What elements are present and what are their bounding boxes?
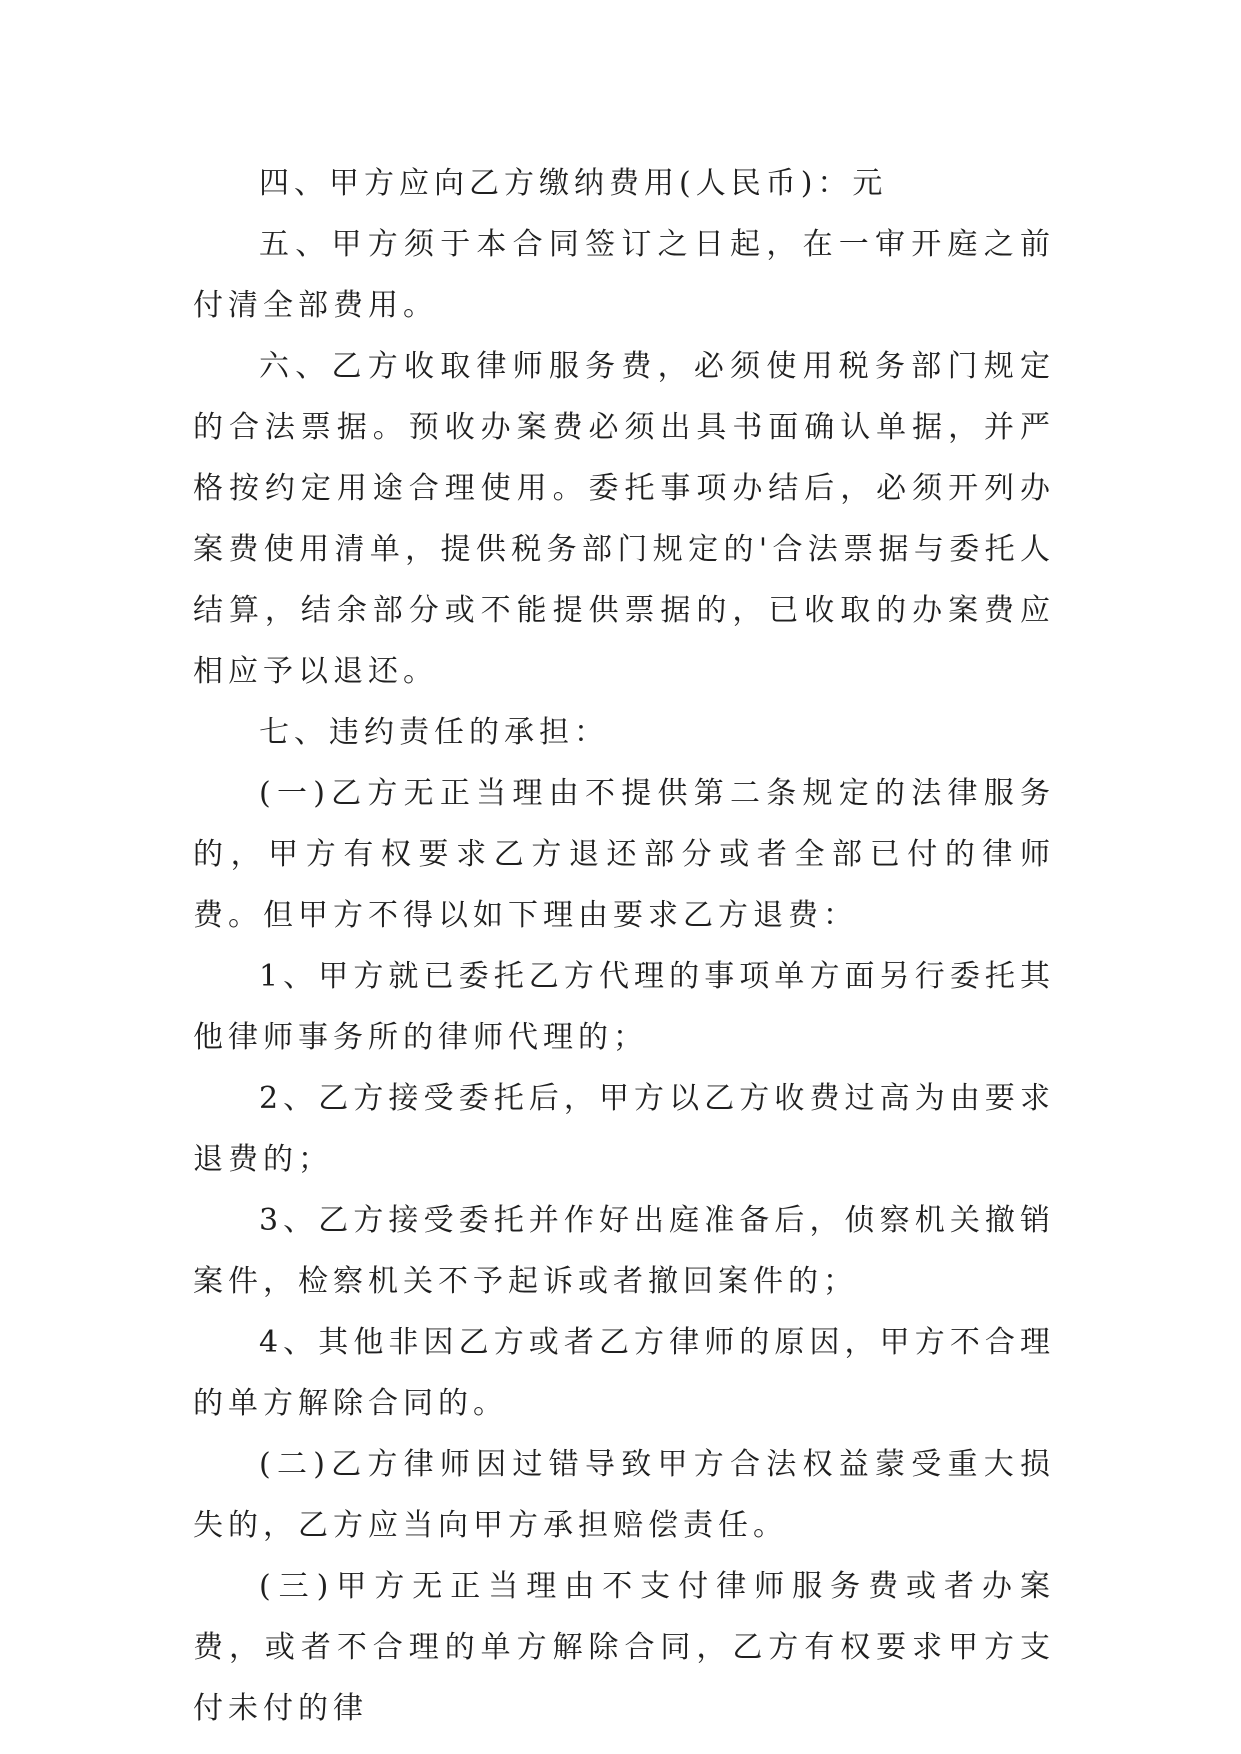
- paragraph-legal-receipts: 六、乙方收取律师服务费，必须使用税务部门规定的合法票据。预收办案费必须出具书面确认单据，并严格按约定用途合理使用。委托事项办结后，必须开列办案费使用清单，提供税务部门规定的'合法票据与委托人结算，结余部分或不能提供票据的，已收取的办案费应相应予以退还。: [193, 349, 1055, 689]
- paragraph-breach-liability-heading: 七、违约责任的承担：: [259, 715, 609, 750]
- paragraph-fee-amount: 四、甲方应向乙方缴纳费用(人民币)：元: [259, 166, 888, 201]
- paragraph-exception-3: 3、乙方接受委托并作好出庭准备后，侦察机关撤销案件，检察机关不予起诉或者撤回案件的；: [193, 1203, 1055, 1299]
- paragraph-breach-clause-3: (三)甲方无正当理由不支付律师服务费或者办案费，或者不合理的单方解除合同，乙方有权要求甲方支付未付的律: [193, 1569, 1055, 1726]
- document-body: [193, 153, 1055, 1739]
- paragraph-breach-clause-2: (二)乙方律师因过错导致甲方合法权益蒙受重大损失的，乙方应当向甲方承担赔偿责任。: [193, 1447, 1055, 1543]
- paragraph-exception-4: 4、其他非因乙方或者乙方律师的原因，甲方不合理的单方解除合同的。: [193, 1325, 1055, 1421]
- paragraph-exception-2: 2、乙方接受委托后，甲方以乙方收费过高为由要求退费的；: [193, 1081, 1055, 1177]
- paragraph-payment-deadline: 五、甲方须于本合同签订之日起，在一审开庭之前付清全部费用。: [193, 227, 1055, 323]
- paragraph-exception-1: 1、甲方就已委托乙方代理的事项单方面另行委托其他律师事务所的律师代理的；: [193, 959, 1055, 1055]
- paragraph-breach-clause-1: (一)乙方无正当理由不提供第二条规定的法律服务的，甲方有权要求乙方退还部分或者全部已付的律师费。但甲方不得以如下理由要求乙方退费：: [193, 776, 1055, 933]
